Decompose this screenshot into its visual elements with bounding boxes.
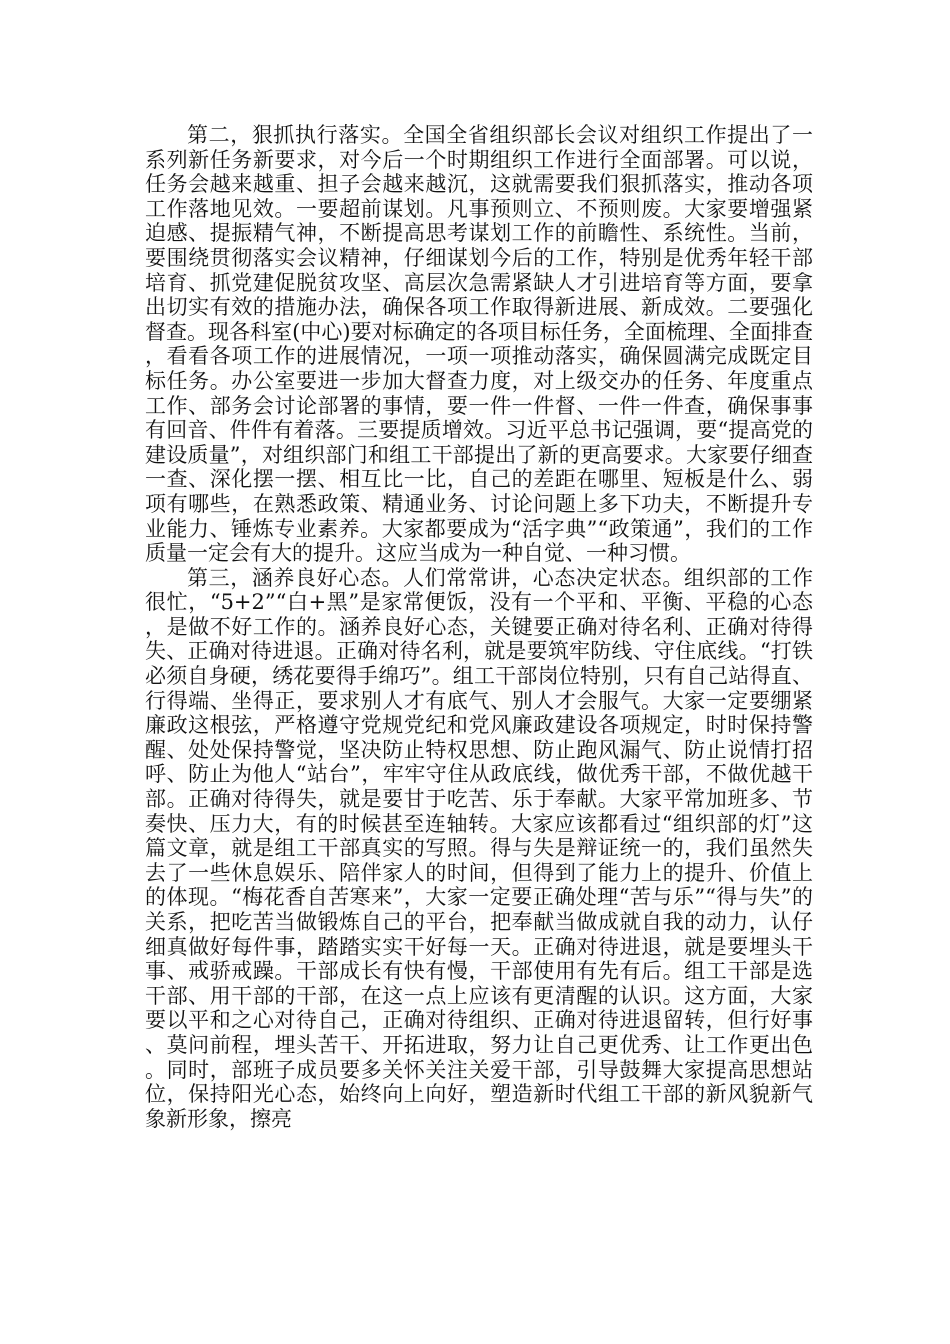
- paragraph-third-point: 第三，涵养良好心态。人们常常讲，心态决定状态。组织部的工作很忙，“5+2”“白+黑”是家常便饭，没有一个平和、平衡、平稳的心态，是做不好工作的。涵养良好心态，关键要正确对待名利、正确对待得失、正确对待进退。正确对待名利，就是要筑牢防线、守住底线。“打铁必须自身硬，绣花要得手绵巧”。组工干部岗位特别，只有自己站得直、行得端、坐得正，要求别人才有底气、别人才会服气。大家一定要绷紧廉政这根弦，严格遵守党规党纪和党风廉政建设各项规定，时时保持警醒、处处保持警觉，坚决防止特权思想、防止跑风漏气、防止说情打招呼、防止为他人“站台”，牢牢守住从政底线，做优秀干部，不做优越干部。正确对待得失，就是要甘于吃苦、乐于奉献。大家平常加班多、节奏快、压力大，有的时候甚至连轴转。大家应该都看过“组织部的灯”这篇文章，就是组工干部真实的写照。得与失是辩证统一的，我们虽然失去了一些休息娱乐、陪伴家人的时间，但得到了能力上的提升、价值上的体现。“梅花香自苦寒来”，大家一定要正确处理“苦与乐”“得与失”的关系，把吃苦当做锻炼自己的平台，把奉献当做成就自我的动力，认仔细真做好每件事，踏踏实实干好每一天。正确对待进退，就是要埋头干事、戒骄戒躁。干部成长有快有慢，干部使用有先有后。组工干部是选干部、用干部的干部，在这一点上应该有更清醒的认识。这方面，大家要以平和之心对待自己，正确对待组织、正确对待进退留转，但行好事、莫问前程，埋头苦干、开拓进取，努力让自己更优秀、让工作更出色。同时，部班子成员要多关怀关注关爱干部，引导鼓舞大家提高思想站位，保持阳光心态，始终向上向好，塑造新时代组工干部的新风貌新气象新形象，擦亮: [145, 565, 813, 1131]
- paragraph-second-point: 第二，狠抓执行落实。全国全省组织部长会议对组织工作提出了一系列新任务新要求，对今后一个时期组织工作进行全面部署。可以说，任务会越来越重、担子会越来越沉，这就需要我们狠抓落实，推动各项工作落地见效。一要超前谋划。凡事预则立、不预则废。大家要增强紧迫感、提振精气神，不断提高思考谋划工作的前瞻性、系统性。当前，要围绕贯彻落实会议精神，仔细谋划今后的工作，特别是优秀年轻干部培育、抓党建促脱贫攻坚、高层次急需紧缺人才引进培育等方面，要拿出切实有效的措施办法，确保各项工作取得新进展、新成效。二要强化督查。现各科室(中心)要对标确定的各项目标任务，全面梳理、全面排查，看看各项工作的进展情况，一项一项推动落实，确保圆满完成既定目标任务。办公室要进一步加大督查力度，对上级交办的任务、年度重点工作、部务会讨论部署的事情，要一件一件督、一件一件查，确保事事有回音、件件有着落。三要提质增效。习近平总书记强调，要“提高党的建设质量”，对组织部门和组工干部提出了新的更高要求。大家要仔细查一查、深化摆一摆、相互比一比，自己的差距在哪里、短板是什么、弱项有哪些，在熟悉政策、精通业务、讨论问题上多下功夫，不断提升专业能力、锤炼专业素养。大家都要成为“活字典”“政策通”，我们的工作质量一定会有大的提升。这应当成为一种自觉、一种习惯。: [145, 123, 813, 566]
- document-body: [145, 123, 813, 1131]
